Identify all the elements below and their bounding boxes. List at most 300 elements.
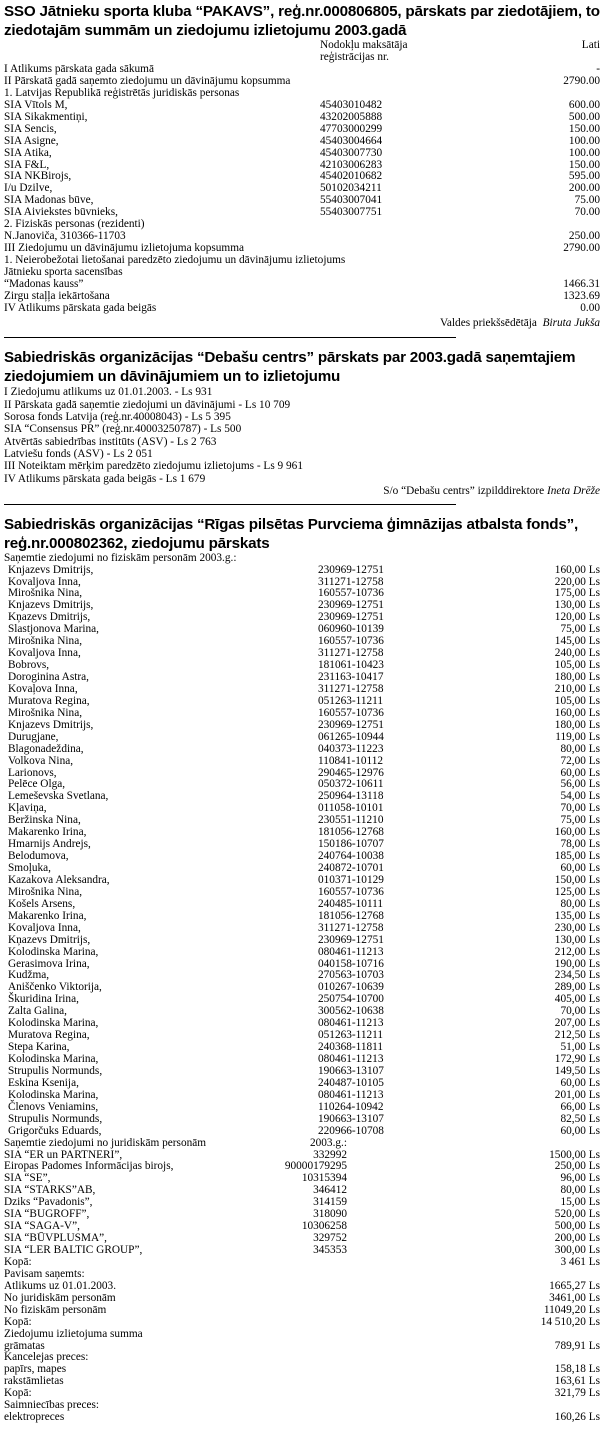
person-name: Hmarnijs Andrejs,: [8, 838, 91, 851]
summary-label: Pavisam saņemts:: [4, 1267, 85, 1280]
donation-amount: 230,00 Ls: [554, 921, 600, 934]
table-row: [4, 947, 604, 959]
person-code: 220966-10708: [318, 1124, 384, 1137]
table-row: [4, 648, 604, 660]
person-name: Smoļuka,: [8, 862, 51, 875]
person-code: 160557-10736: [318, 587, 384, 600]
summary-label: No juridiskām personām: [4, 1291, 116, 1304]
person-name: Larionovs,: [8, 766, 57, 779]
summary-label: grāmatas: [4, 1339, 45, 1352]
table-row: [4, 911, 604, 923]
row-reg-number: 55403007751: [320, 206, 383, 219]
summary-row: [4, 1317, 604, 1329]
person-code: 080461-11213: [318, 1053, 384, 1066]
summary-row: [4, 1352, 604, 1364]
table-row: [4, 982, 604, 994]
summary-label: papīrs, mapes: [4, 1363, 67, 1376]
person-code: 230969-12751: [318, 611, 384, 624]
person-code: 311271-12758: [318, 921, 384, 934]
summary-row: [4, 1376, 604, 1388]
company-reg-number: 10315394: [301, 1172, 347, 1185]
company-name: SIA “STARKS”AB,: [4, 1184, 96, 1197]
person-code: 240487-10105: [318, 1076, 384, 1089]
table-row: [4, 100, 604, 112]
table-row: [4, 1066, 604, 1078]
row-label: SIA Aiviekstes būvnieks,: [4, 206, 118, 219]
person-code: 040158-10716: [318, 957, 384, 970]
donation-amount: 185,00 Ls: [554, 850, 600, 863]
donation-amount: 149,50 Ls: [554, 1064, 600, 1077]
donation-amount: 125,00 Ls: [554, 885, 600, 898]
person-name: Knjazevs Dmitrijs,: [8, 718, 94, 731]
debasu-sign-role: S/o “Debašu centrs” izpilddirektore: [383, 484, 545, 497]
person-name: Kņazevs Dmitrijs,: [8, 933, 91, 946]
person-name: Makarenko Irina,: [8, 826, 87, 839]
row-amount: 595.00: [568, 170, 600, 183]
company-name: SIA “SE”,: [4, 1172, 51, 1185]
person-code: 050372-10611: [318, 778, 384, 791]
phys-table: [4, 565, 604, 1138]
table-row: [4, 112, 604, 124]
company-name: SIA “ER un PARTNERI”,: [4, 1148, 123, 1161]
row-label: SIA NKBirojs,: [4, 170, 72, 183]
text-line: II Pārskata gadā saņemtie ziedojumi un dāvinājumi - Ls 10 709: [4, 398, 291, 411]
donation-amount: 207,00 Ls: [554, 1017, 600, 1030]
person-name: Knjazevs Dmitrijs,: [8, 563, 94, 576]
person-code: 061265-10944: [318, 730, 384, 743]
person-name: Kolodinska Marina,: [8, 1017, 99, 1030]
table-row: [4, 1245, 604, 1257]
pakavs-column-header: [4, 40, 604, 64]
table-row: [4, 827, 604, 839]
table-row: [4, 1030, 604, 1042]
row-reg-number: 45403004664: [320, 134, 383, 147]
person-code: 240485-10111: [318, 897, 384, 910]
person-name: Členovs Veniamins,: [8, 1100, 99, 1113]
summary-row: [4, 1364, 604, 1376]
table-row: [4, 660, 604, 672]
table-row: [4, 136, 604, 148]
summary-amount: 160,26 Ls: [554, 1411, 600, 1424]
table-row: [4, 291, 604, 303]
table-row: [4, 887, 604, 899]
donation-amount: 145,00 Ls: [554, 635, 600, 648]
person-code: 230969-12751: [318, 599, 384, 612]
text-line: SIA “Consensus PR” (reģ.nr.40003250787) - Ls 500: [4, 423, 242, 436]
row-reg-number: 45403007730: [320, 146, 383, 159]
summary-row: [4, 1305, 604, 1317]
row-amount: 1323.69: [563, 289, 600, 302]
company-name: SIA “LER BALTIC GROUP”,: [4, 1244, 143, 1257]
person-code: 231163-10417: [318, 671, 384, 684]
person-name: Kolodinska Marina,: [8, 1053, 99, 1066]
row-label: Jātnieku sporta sacensības: [4, 265, 123, 278]
summary-label: Atlikums uz 01.01.2003.: [4, 1279, 117, 1292]
summary-row: [4, 1400, 604, 1412]
summary-amount: 321,79 Ls: [554, 1387, 600, 1400]
person-name: Makarenko Irina,: [8, 909, 87, 922]
text-line: III Noteiktam mērķim paredzēto ziedojumu izlietojums - Ls 9 961: [4, 460, 303, 473]
donation-amount: 200,00 Ls: [554, 1232, 600, 1245]
summary-row: [4, 1329, 604, 1341]
summary-table: [4, 1257, 604, 1424]
text-line: Sorosa fonds Latvija (reģ.nr.40008043) - Ls 5 395: [4, 411, 231, 424]
person-name: Mirošnika Nina,: [8, 587, 83, 600]
row-label: 1. Neierobežotai lietošanai paredzēto ziedojumu un dāvinājumu izlietojums: [4, 254, 346, 266]
donation-amount: 80,00 Ls: [560, 742, 600, 755]
summary-amount: 158,18 Ls: [554, 1363, 600, 1376]
table-row: [4, 88, 604, 100]
summary-label: Kopā:: [4, 1255, 32, 1268]
row-label: SIA Sikakmentiņi,: [4, 110, 88, 123]
table-row: [4, 815, 604, 827]
person-code: 250964-13118: [318, 790, 384, 803]
row-label: SIA F&L,: [4, 158, 50, 171]
donation-amount: 130,00 Ls: [554, 599, 600, 612]
row-amount: 500.00: [568, 110, 600, 123]
summary-amount: 1665,27 Ls: [549, 1279, 600, 1292]
person-code: 311271-12758: [318, 647, 384, 660]
table-row: [4, 588, 604, 600]
pakavs-table: [4, 64, 604, 315]
person-name: Kovaljova Inna,: [8, 647, 81, 660]
table-row: [4, 267, 604, 279]
person-code: 230969-12751: [318, 933, 384, 946]
person-code: 160557-10736: [318, 635, 384, 648]
person-code: 240872-10701: [318, 862, 384, 875]
person-code: 010267-10639: [318, 981, 384, 994]
col-reg-header: Nodokļu maksātāja reģistrācijas nr.: [320, 39, 408, 63]
person-name: Mirošnika Nina,: [8, 885, 83, 898]
table-row: [4, 183, 604, 195]
table-row: [4, 744, 604, 756]
person-code: 190663-13107: [318, 1064, 384, 1077]
person-name: Muratova Regina,: [8, 1029, 90, 1042]
table-row: [4, 839, 604, 851]
row-label: SIA Atika,: [4, 146, 52, 159]
donation-amount: 80,00 Ls: [560, 897, 600, 910]
donation-amount: 180,00 Ls: [554, 718, 600, 731]
pakavs-title: SSO Jātnieku sporta kluba “PAKAVS”, reģ.nr.000806805, pārskats par ziedotājiem, to ziedotajām summām un ziedojumu izlietojumu 2003.gadā: [4, 3, 600, 39]
person-name: Strupulis Normunds,: [8, 1112, 103, 1125]
row-label: “Madonas kauss”: [4, 277, 84, 290]
person-code: 051263-11211: [318, 1029, 384, 1042]
person-name: Kovaļova Inna,: [8, 682, 78, 695]
person-name: Bobrovs,: [8, 659, 50, 672]
row-amount: 150.00: [568, 122, 600, 135]
row-label: I Atlikums pārskata gada sākumā: [4, 63, 154, 75]
table-row: [4, 696, 604, 708]
row-amount: 70.00: [574, 206, 600, 219]
donation-amount: 220,00 Ls: [554, 575, 600, 588]
person-name: Gerasimova Irina,: [8, 957, 90, 970]
donation-amount: 180,00 Ls: [554, 671, 600, 684]
row-amount: 600.00: [568, 98, 600, 111]
donation-amount: 15,00 Ls: [560, 1196, 600, 1209]
table-row: [4, 851, 604, 863]
summary-amount: 14 510,20 Ls: [540, 1315, 600, 1328]
person-code: 230551-11210: [318, 814, 384, 827]
person-code: 160557-10736: [318, 885, 384, 898]
person-code: 250754-10700: [318, 993, 384, 1006]
donation-amount: 190,00 Ls: [554, 957, 600, 970]
summary-amount: 789,91 Ls: [554, 1339, 600, 1352]
summary-row: [4, 1293, 604, 1305]
donation-amount: 96,00 Ls: [560, 1172, 600, 1185]
summary-label: No fiziskām personām: [4, 1303, 107, 1316]
phys-header: Saņemtie ziedojumi no fiziskām personām 2003.g.:: [4, 551, 237, 564]
row-label: SIA Sencis,: [4, 122, 57, 135]
company-reg-number: 10306258: [301, 1220, 347, 1233]
table-row: [4, 756, 604, 768]
person-code: 051263-11211: [318, 694, 384, 707]
row-label: SIA Vītols M,: [4, 98, 68, 111]
table-row: [4, 124, 604, 136]
person-code: 311271-12758: [318, 682, 384, 695]
table-row: [4, 935, 604, 947]
person-code: 190663-13107: [318, 1112, 384, 1125]
donation-amount: 60,00 Ls: [560, 766, 600, 779]
table-row: [4, 875, 604, 887]
donation-amount: 212,50 Ls: [554, 1029, 600, 1042]
summary-row: [4, 1257, 604, 1269]
donation-amount: 60,00 Ls: [560, 1124, 600, 1137]
person-name: Muratova Regina,: [8, 694, 90, 707]
donation-amount: 500,00 Ls: [554, 1220, 600, 1233]
table-row: [4, 148, 604, 160]
person-name: Eskina Ksenija,: [8, 1076, 79, 1089]
donation-amount: 56,00 Ls: [560, 778, 600, 791]
table-row: [4, 684, 604, 696]
donation-amount: 160,00 Ls: [554, 826, 600, 839]
person-code: 080461-11213: [318, 945, 384, 958]
pakavs-sign-role: Valdes priekšsēdētāja: [439, 316, 537, 329]
table-row: [4, 720, 604, 732]
donation-amount: 105,00 Ls: [554, 694, 600, 707]
company-name: SIA “SAGA-V”,: [4, 1220, 80, 1233]
donation-amount: 51,00 Ls: [560, 1041, 600, 1054]
person-name: Beržinska Nina,: [8, 814, 81, 827]
person-code: 240764-10038: [318, 850, 384, 863]
table-row: [4, 1185, 604, 1197]
donation-amount: 172,90 Ls: [554, 1053, 600, 1066]
company-name: SIA “BUGROFF”,: [4, 1208, 90, 1221]
table-row: [4, 600, 604, 612]
donation-amount: 75,00 Ls: [560, 814, 600, 827]
donation-amount: 60,00 Ls: [560, 1076, 600, 1089]
document-page: [4, 0, 604, 1424]
person-code: 181056-12768: [318, 826, 384, 839]
summary-label: Kopā:: [4, 1315, 32, 1328]
debasu-signature: [4, 485, 604, 498]
text-line: Atvērtās sabiedrības institūts (ASV) - Ls 2 763: [4, 435, 217, 448]
person-code: 080461-11213: [318, 1088, 384, 1101]
row-reg-number: 47703000299: [320, 122, 383, 135]
donation-amount: 210,00 Ls: [554, 682, 600, 695]
row-label: SIA Asigne,: [4, 134, 59, 147]
table-row: [4, 994, 604, 1006]
summary-amount: 11049,20 Ls: [543, 1303, 600, 1316]
person-name: Kazakova Aleksandra,: [8, 873, 110, 886]
person-code: 110841-10112: [318, 754, 384, 767]
table-row: [4, 1197, 604, 1209]
table-row: [4, 636, 604, 648]
table-row: [4, 708, 604, 720]
donation-amount: 75,00 Ls: [560, 623, 600, 636]
row-label: Zirgu staļļa iekārtošana: [4, 289, 110, 302]
person-name: Kolodinska Marina,: [8, 1088, 99, 1101]
table-row: [4, 565, 604, 577]
person-name: Doroginina Astra,: [8, 671, 89, 684]
summary-row: [4, 1281, 604, 1293]
table-row: [4, 768, 604, 780]
summary-amount: 163,61 Ls: [554, 1375, 600, 1388]
table-row: [4, 732, 604, 744]
jur-table: [4, 1150, 604, 1257]
row-reg-number: 45403010482: [320, 98, 383, 111]
person-name: Košels Arsens,: [8, 897, 76, 910]
row-amount: 200.00: [568, 182, 600, 195]
person-name: Volkova Nina,: [8, 754, 74, 767]
table-row: [4, 303, 604, 315]
person-code: 150186-10707: [318, 838, 384, 851]
donation-amount: 150,00 Ls: [554, 873, 600, 886]
table-row: [4, 899, 604, 911]
person-name: Blagonadeždina,: [8, 742, 84, 755]
donation-amount: 130,00 Ls: [554, 933, 600, 946]
person-name: Kovaljova Inna,: [8, 575, 81, 588]
donation-amount: 201,00 Ls: [554, 1088, 600, 1101]
person-name: Pelēce Olga,: [8, 778, 66, 791]
row-amount: 0.00: [580, 301, 600, 314]
pakavs-signature: [4, 317, 604, 330]
summary-label: Ziedojumu izlietojuma summa: [4, 1327, 143, 1340]
person-code: 040373-11223: [318, 742, 384, 755]
row-label: SIA Madonas būve,: [4, 194, 94, 207]
person-name: Kņazevs Dmitrijs,: [8, 611, 91, 624]
person-name: Zalta Galina,: [8, 1005, 67, 1018]
company-reg-number: 318090: [313, 1208, 347, 1221]
person-code: 060960-10139: [318, 623, 384, 636]
donation-amount: 520,00 Ls: [554, 1208, 600, 1221]
row-amount: 2790.00: [563, 242, 600, 255]
person-name: Slastjonova Marina,: [8, 623, 99, 636]
col-lati-header: Lati: [581, 39, 600, 51]
donation-amount: 70,00 Ls: [560, 1005, 600, 1018]
summary-label: Kancelejas preces:: [4, 1351, 89, 1364]
table-row: [4, 1102, 604, 1114]
table-row: [4, 803, 604, 815]
person-name: Kovaljova Inna,: [8, 921, 81, 934]
summary-label: elektropreces: [4, 1411, 65, 1424]
company-reg-number: 332992: [313, 1148, 347, 1161]
debasu-title: Sabiedriskās organizācijas “Debašu centrs” pārskats par 2003.gadā saņemtajiem ziedojumiem un dāvinājumiem un to izlietojumu: [4, 349, 576, 386]
company-reg-number: 329752: [313, 1232, 347, 1245]
person-code: 010371-10129: [318, 873, 384, 886]
donation-amount: 120,00 Ls: [554, 611, 600, 624]
person-code: 270563-10703: [318, 969, 384, 982]
summary-label: Kopā:: [4, 1387, 32, 1400]
person-code: 160557-10736: [318, 706, 384, 719]
person-name: Belodumova,: [8, 850, 69, 863]
person-code: 300562-10638: [318, 1005, 384, 1018]
row-reg-number: 45402010682: [320, 170, 383, 183]
row-amount: 150.00: [568, 158, 600, 171]
table-row: [4, 791, 604, 803]
person-name: Strupulis Normunds,: [8, 1064, 103, 1077]
table-row: [4, 1090, 604, 1102]
company-reg-number: 314159: [313, 1196, 347, 1209]
row-amount: 75.00: [574, 194, 600, 207]
row-label: IV Atlikums pārskata gada beigās: [4, 301, 157, 314]
table-row: [4, 1018, 604, 1030]
donation-amount: 405,00 Ls: [554, 993, 600, 1006]
person-name: Durugjane,: [8, 730, 59, 743]
row-label: III Ziedojumu un dāvinājumu izlietojuma kopsumma: [4, 242, 245, 255]
person-code: 181061-10423: [318, 659, 384, 672]
row-reg-number: 50102034211: [320, 182, 382, 195]
row-amount: 1466.31: [563, 277, 600, 290]
row-reg-number: 43202005888: [320, 110, 383, 123]
donation-amount: 300,00 Ls: [554, 1244, 600, 1257]
row-reg-number: 55403007041: [320, 194, 383, 207]
debasu-sign-name: Ineta Drēže: [546, 484, 600, 497]
donation-amount: 72,00 Ls: [560, 754, 600, 767]
donation-amount: 70,00 Ls: [560, 802, 600, 815]
donation-amount: 135,00 Ls: [554, 909, 600, 922]
row-label: 2. Fiziskās personas (rezidenti): [4, 218, 145, 231]
person-name: Grigorčuks Eduards,: [8, 1124, 102, 1137]
person-code: 110264-10942: [318, 1100, 384, 1113]
donation-amount: 160,00 Ls: [554, 563, 600, 576]
row-amount: 2790.00: [563, 74, 600, 87]
donation-amount: 234,50 Ls: [554, 969, 600, 982]
donation-amount: 119,00 Ls: [555, 730, 600, 743]
donation-amount: 105,00 Ls: [554, 659, 600, 672]
table-row: [4, 624, 604, 636]
summary-row: [4, 1412, 604, 1424]
jur-header: Saņemtie ziedojumi no juridiskām personām 2003.g.:: [4, 1136, 347, 1149]
donation-amount: 66,00 Ls: [560, 1100, 600, 1113]
summary-label: rakstāmlietas: [4, 1375, 64, 1388]
table-row: [4, 171, 604, 183]
table-row: [4, 577, 604, 589]
person-name: Mirošnika Nina,: [8, 635, 83, 648]
row-label: N.Janoviča, 310366-11703: [4, 230, 126, 243]
person-name: Škuridina Irina,: [8, 993, 79, 1006]
text-line: I Ziedojumu atlikums uz 01.01.2003. - Ls 931: [4, 386, 213, 399]
row-label: II Pārskatā gadā saņemto ziedojumu un dāvinājumu kopsumma: [4, 74, 291, 87]
row-amount: 100.00: [568, 134, 600, 147]
donation-amount: 250,00 Ls: [554, 1160, 600, 1173]
purvciems-title: Sabiedriskās organizācijas “Rīgas pilsētas Purvciema ģimnāzijas atbalsta fonds”, reģ.nr.000802362, ziedojumu pārskats: [4, 515, 579, 552]
summary-label: Saimniecības preces:: [4, 1399, 100, 1412]
donation-amount: 1500,00 Ls: [549, 1148, 600, 1161]
text-line: Latviešu fonds (ASV) - Ls 2 051: [4, 447, 153, 460]
donation-amount: 82,50 Ls: [560, 1112, 600, 1125]
debasu-lines: [4, 386, 604, 484]
person-code: 240368-11811: [318, 1041, 384, 1054]
person-code: 011058-10101: [318, 802, 384, 815]
summary-amount: 3461,00 Ls: [549, 1291, 600, 1304]
company-reg-number: 90000179295: [284, 1160, 347, 1173]
person-name: Lemeševska Svetlana,: [8, 790, 109, 803]
donation-amount: 54,00 Ls: [560, 790, 600, 803]
person-name: Aniščenko Viktorija,: [8, 981, 102, 994]
donation-amount: 175,00 Ls: [554, 587, 600, 600]
donation-amount: 78,00 Ls: [560, 838, 600, 851]
person-code: 230969-12751: [318, 718, 384, 731]
